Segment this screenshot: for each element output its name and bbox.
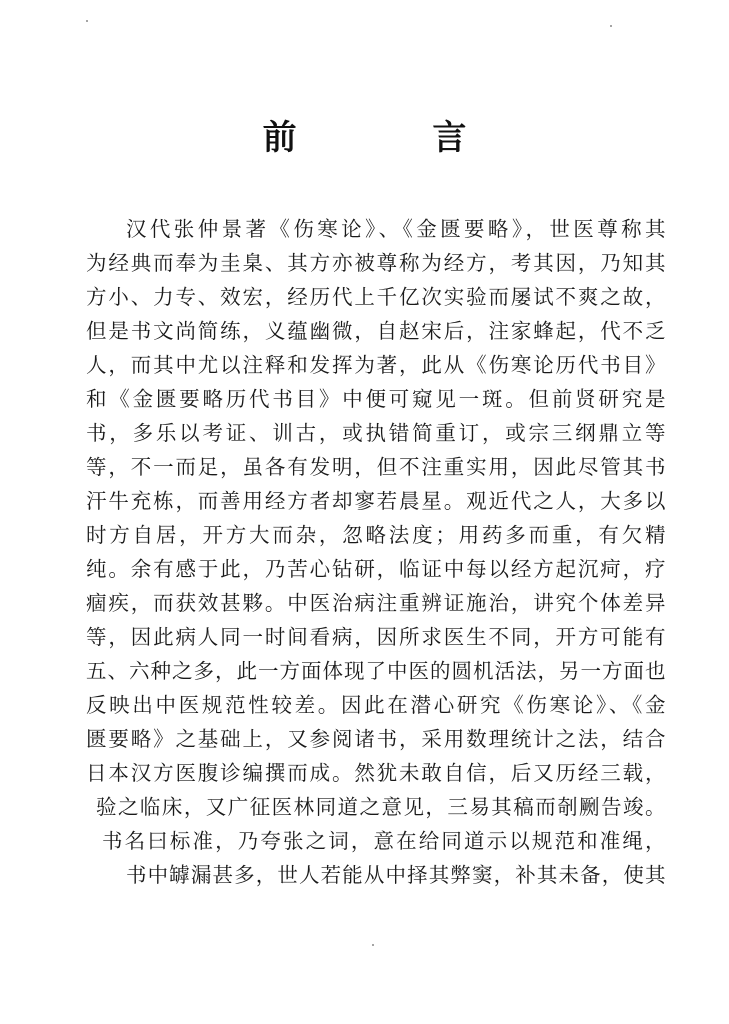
text-line: 等，不一而足，虽各有发明，但不注重实用，因此尽管其书 (86, 455, 666, 479)
text-line: 汉代张仲景著《伤寒论》、《金匮要略》，世医尊称其 (126, 217, 666, 241)
text-line: 为经典而奉为圭臬、其方亦被尊称为经方，考其因，乃知其 (86, 251, 666, 275)
scan-speck (86, 20, 88, 22)
text-line: 书中罅漏甚多，世人若能从中择其弊窦，补其未备，使其 (126, 863, 666, 887)
text-line: 反映出中医规范性较差。因此在潜心研究《伤寒论》、《金 (86, 693, 666, 717)
text-line: 痼疾，而获效甚夥。中医治病注重辨证施治，讲究个体差异 (86, 591, 666, 615)
text-line: 和《金匮要略历代书目》中便可窥见一斑。但前贤研究是 (86, 387, 666, 411)
text-line: 书，多乐以考证、训古，或执错简重订，或宗三纲鼎立等 (86, 421, 666, 445)
preface-body (86, 212, 666, 892)
text-line: 五、六种之多，此一方面体现了中医的圆机活法，另一方面也 (86, 659, 666, 683)
page-title: 前 言 (262, 118, 529, 158)
text-line: 验之临床，又广征医林同道之意见，三易其稿而剞劂告竣。 (96, 795, 666, 819)
scan-speck (372, 944, 374, 946)
text-line: 但是书文尚简练，义蕴幽微，自赵宋后，注家蜂起，代不乏 (86, 319, 666, 343)
text-line: 人，而其中尤以注释和发挥为著，此从《伤寒论历代书目》 (86, 353, 666, 377)
text-line: 匮要略》之基础上，又参阅诸书，采用数理统计之法，结合 (86, 727, 666, 751)
scan-speck (610, 25, 612, 27)
text-line: 纯。余有感于此，乃苦心钻研，临证中每以经方起沉疴，疗 (86, 557, 666, 581)
text-line: 汗牛充栋，而善用经方者却寥若晨星。观近代之人，大多以 (86, 489, 666, 513)
text-line: 日本汉方医腹诊编撰而成。然犹未敢自信，后又历经三载， (86, 761, 666, 785)
text-line: 方小、力专、效宏，经历代上千亿次实验而屡试不爽之故， (86, 285, 666, 309)
text-line: 时方自居，开方大而杂，忽略法度；用药多而重，有欠精 (86, 523, 666, 547)
text-line: 等，因此病人同一时间看病，因所求医生不同，开方可能有 (86, 625, 666, 649)
text-line: 书名曰标准，乃夸张之词，意在给同道示以规范和准绳， (102, 829, 666, 853)
